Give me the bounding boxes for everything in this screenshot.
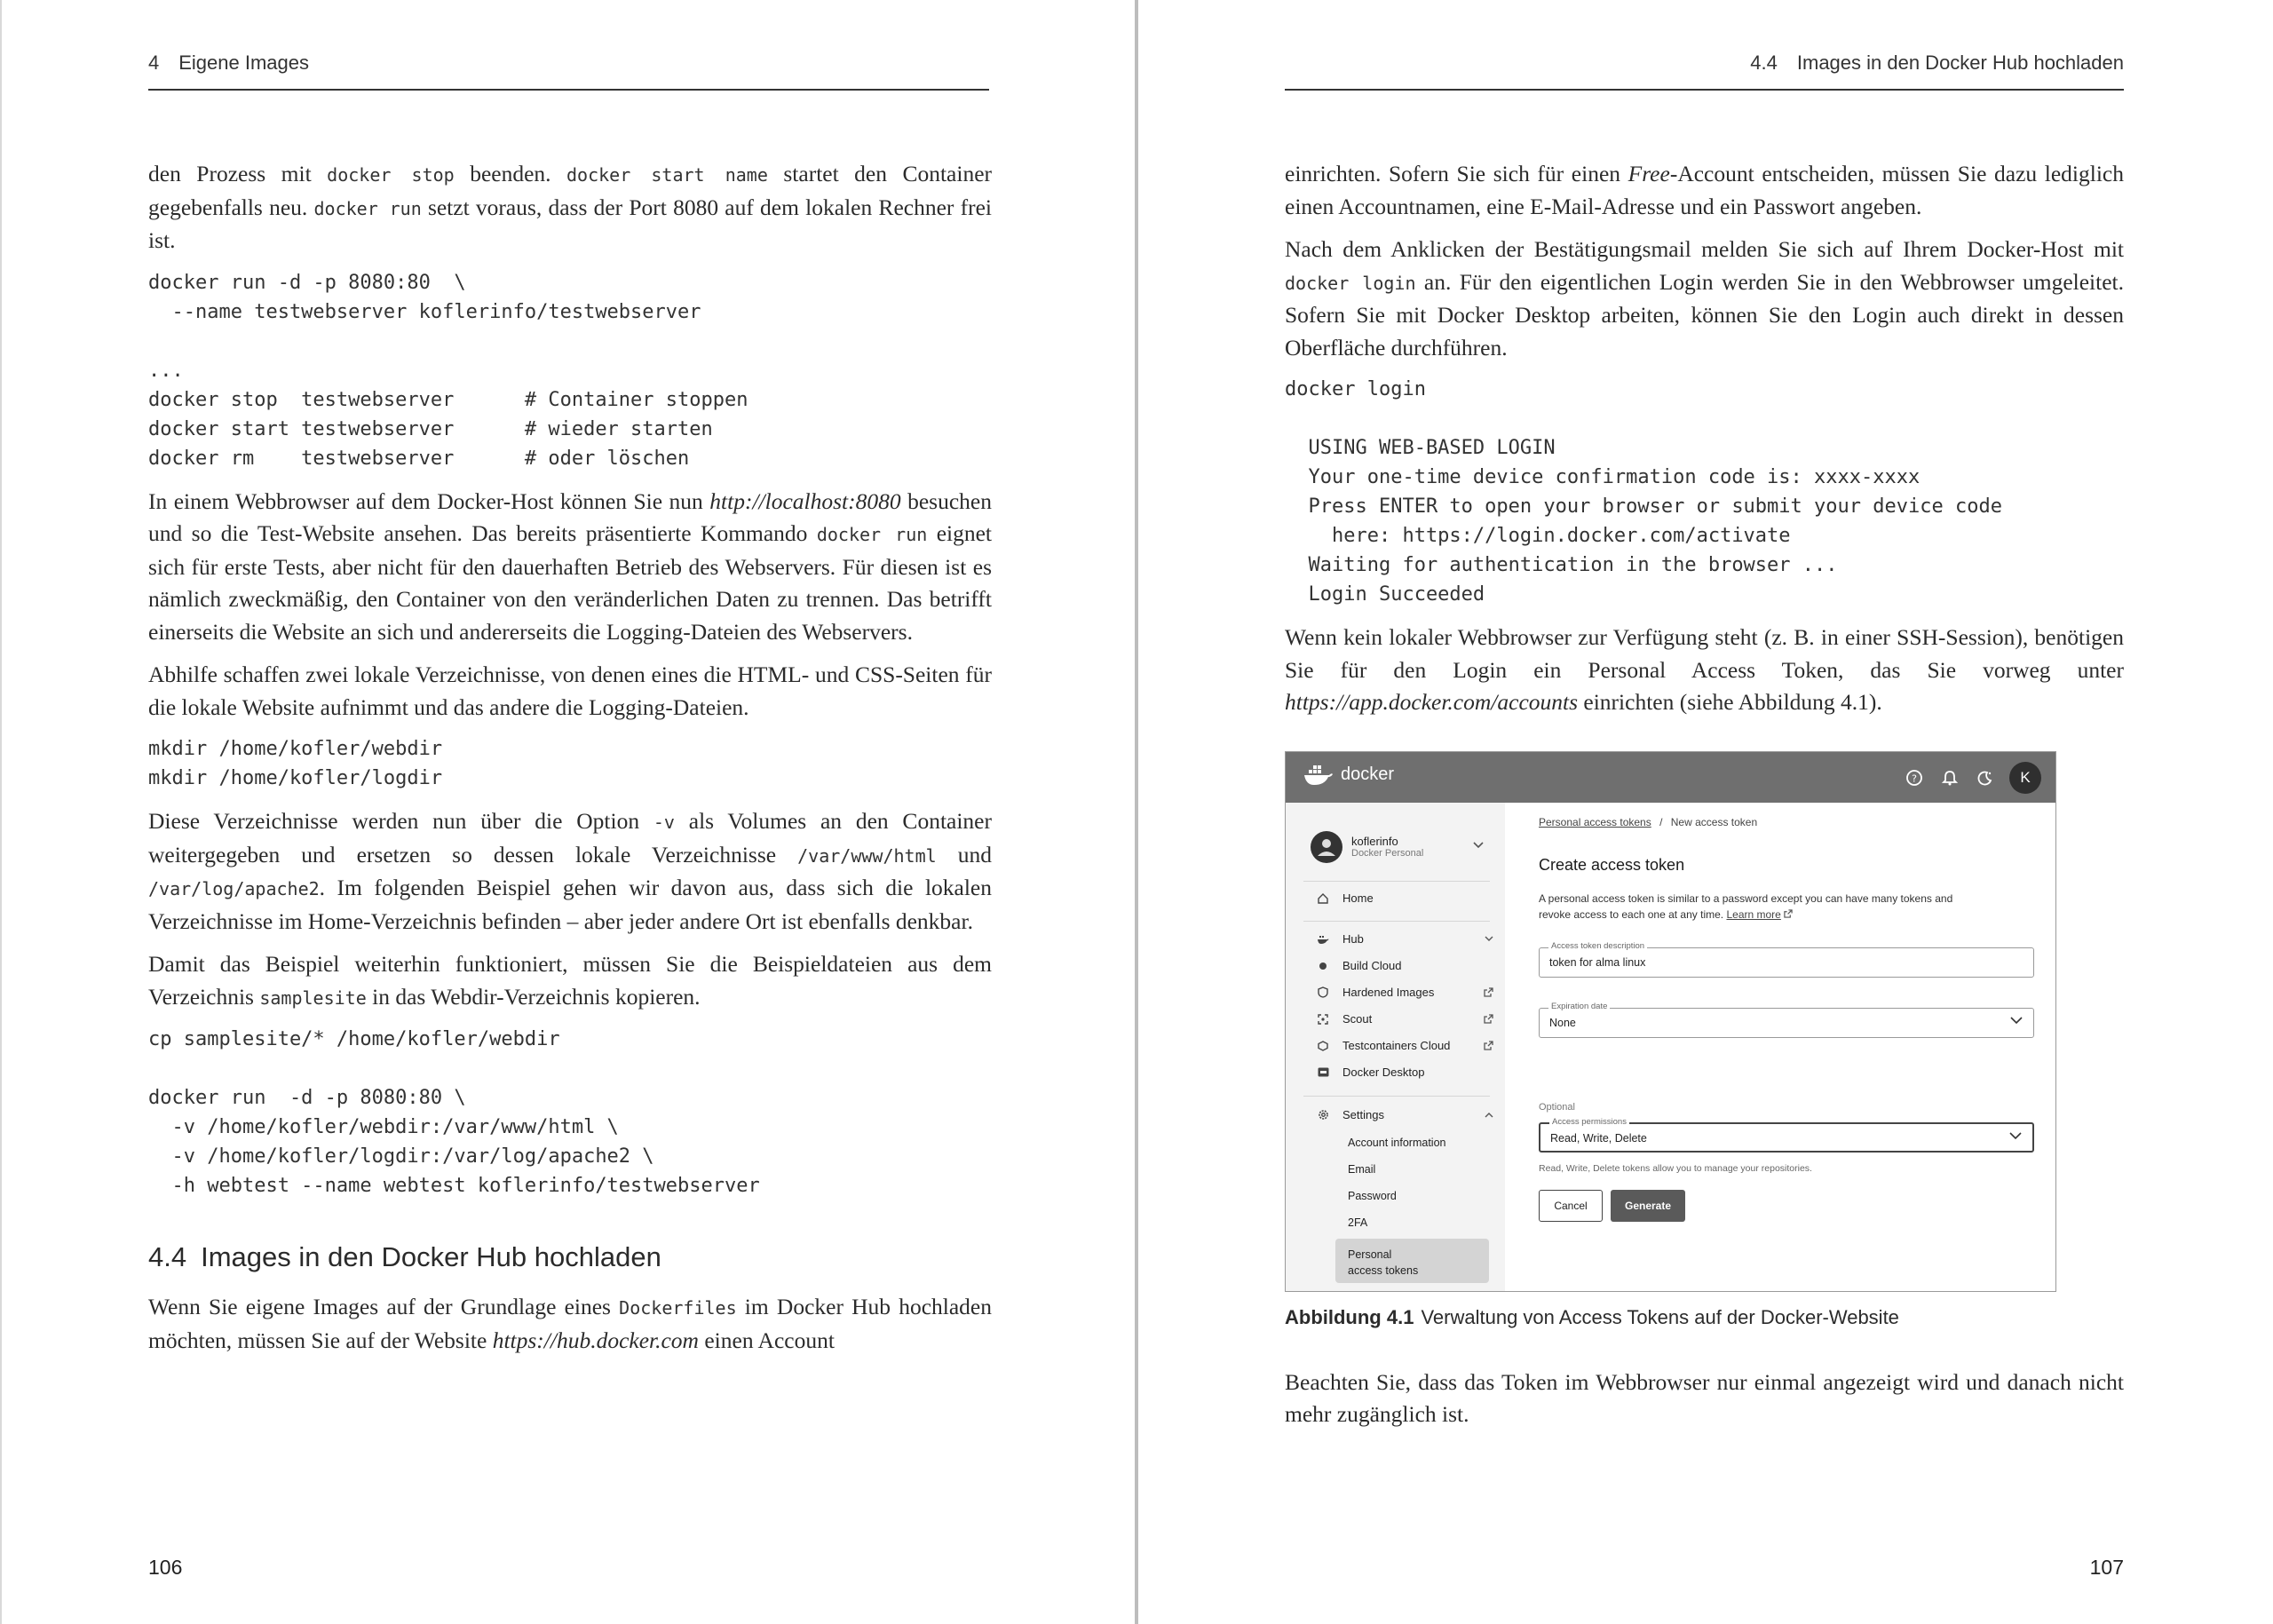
sidebar-item-docker-desktop[interactable] [1316, 1066, 1493, 1080]
paragraph: In einem Webbrowser auf dem Docker-Host können Sie nun http://localhost:8080 besuchen und so die Test-Website ansehen. Das bereits präsentierte Kommando docker run eignet sich für erste Tests, aber nicht für den dauerhaften Betrieb des Webservers. Für diesen ist es nämlich zweckmäßig, den Container von den veränderlichen Daten zu trennen. Das betrifft einerseits die Website an sich und andererseits die Logging-Dateien des Webservers. [148, 487, 993, 645]
inline-code: docker run [816, 524, 928, 545]
field-label: Expiration date [1548, 1002, 1610, 1011]
emphasis: Free [1628, 161, 1670, 186]
section-title: Images in den Docker Hub hochladen [201, 1241, 661, 1272]
settings-account-information[interactable]: Account information [1348, 1136, 1446, 1149]
paragraph: den Prozess mit docker stop beenden. docker start name startet den Container gegebenfalls neu. docker run setzt voraus, dass der Port 8080 auf dem lokalen Rechner frei ist. [148, 161, 993, 253]
docker-sidebar [1286, 803, 1505, 1291]
paragraph: Nach dem Anklicken der Bestätigungsmail melden Sie sich auf Ihrem Docker-Host mit docker login an. Für den eigentlichen Login werden Sie in den Webbrowser umgeleitet. Sofern Sie mit Docker Desktop arbeiten, können Sie den Login auch direkt in dessen Oberfläche durchführen. [1285, 236, 2125, 360]
inline-code: docker run [313, 197, 422, 219]
external-link-icon [1784, 909, 1793, 918]
topbar-icons [1903, 762, 2041, 794]
inline-code: docker stop [327, 164, 455, 186]
settings-email[interactable]: Email [1348, 1162, 1376, 1176]
docker-brand: docker [1341, 764, 1395, 784]
account-avatar [1311, 831, 1342, 863]
inline-code: /var/log/apache2 [148, 878, 320, 899]
field-label: Access token description [1548, 941, 1647, 951]
form-description: A personal access token is similar to a password except you can have many tokens and revoke access to each one at any time. Learn more [1539, 891, 1953, 921]
gear-icon [1316, 1108, 1330, 1122]
inline-code: /var/www/html [797, 844, 937, 867]
account-type: Docker Personal [1351, 848, 1424, 859]
paragraph: einrichten. Sofern Sie sich für einen Free-Account entscheiden, müssen Sie dazu lediglich einen Accountnamen, eine E-Mail-Adresse und ein Passwort angeben. [1285, 161, 2124, 219]
bell-icon[interactable] [1938, 766, 1961, 789]
chevron-down-icon [2009, 1132, 2022, 1140]
inline-code: samplesite [259, 986, 367, 1009]
theme-toggle-icon[interactable] [1974, 766, 1997, 789]
url-text: https://app.docker.com/accounts [1285, 689, 1579, 715]
code-block: mkdir /home/kofler/webdir mkdir /home/kofler/logdir [148, 738, 443, 789]
sidebar-item-testcontainers-cloud[interactable] [1316, 1039, 1493, 1053]
sidebar-item-label: Docker Desktop [1342, 1066, 1425, 1079]
access-permissions-select[interactable] [1539, 1116, 2034, 1153]
sidebar-item-label: Build Cloud [1342, 959, 1402, 972]
sidebar-item-label: Settings [1342, 1108, 1384, 1121]
permissions-hint: Read, Write, Delete tokens allow you to manage your repositories. [1539, 1162, 1812, 1174]
breadcrumb-current: New access token [1670, 815, 1758, 828]
account-name: koflerinfo [1351, 835, 1398, 848]
running-head-left [148, 51, 989, 91]
external-link-icon [1484, 1041, 1493, 1050]
svg-text:?: ? [1912, 772, 1917, 784]
cancel-button[interactable]: Cancel [1539, 1190, 1603, 1222]
right-page [1138, 0, 2273, 1624]
settings-password[interactable]: Password [1348, 1189, 1397, 1202]
sidebar-item-build-cloud[interactable] [1316, 959, 1493, 973]
account-switcher[interactable] [1311, 831, 1423, 863]
breadcrumb [1539, 816, 1757, 828]
external-link-icon [1484, 1014, 1493, 1024]
url-text: https://hub.docker.com [492, 1327, 699, 1353]
desktop-icon [1316, 1066, 1330, 1080]
expiration-date-select[interactable] [1539, 1001, 2034, 1038]
help-icon[interactable] [1903, 766, 1926, 789]
sidebar-item-label: Testcontainers Cloud [1342, 1039, 1451, 1052]
figure-screenshot [1285, 751, 2056, 1292]
sidebar-item-label: Scout [1342, 1012, 1373, 1026]
section-number: 4.4 [148, 1241, 187, 1272]
paragraph: Wenn kein lokaler Webbrowser zur Verfügung steht (z. B. in einer SSH-Session), benötigen Sie für den Login ein Personal Access Token, das Sie vorweg unter https://app.docker.com/accounts einrichten (siehe Abbildung 4.1). [1285, 624, 2124, 715]
right-content [1285, 158, 2124, 1442]
docker-main-panel [1505, 803, 2055, 1291]
docker-logo[interactable] [1303, 764, 1394, 786]
build-cloud-icon [1316, 959, 1330, 973]
chapter-number: 4 [148, 51, 160, 74]
inline-code: docker login [1285, 272, 1416, 294]
inline-code: Dockerfiles [619, 1297, 737, 1319]
chapter-title: Eigene Images [178, 51, 310, 74]
chevron-up-icon[interactable] [1485, 1112, 1493, 1118]
chevron-down-icon[interactable] [1485, 936, 1493, 942]
optional-label: Optional [1539, 1101, 1575, 1113]
figure-caption [1285, 1306, 2124, 1329]
breadcrumb-separator: / [1659, 815, 1663, 828]
scout-icon [1316, 1012, 1330, 1026]
code-block: cp samplesite/* /home/kofler/webdir docker run -d -p 8080:80 \ -v /home/kofler/webdir:/var/www/html \ -v /home/kofler/logdir:/var/log/apache2 \ -h webtest --name webtest koflerinfo/testwebserver [148, 1028, 760, 1197]
paragraph: Beachten Sie, dass das Token im Webbrowser nur einmal angezeigt wird und danach nicht mehr zugänglich ist. [1285, 1368, 2124, 1427]
settings-2fa[interactable]: 2FA [1348, 1216, 1368, 1229]
section-heading [148, 1241, 992, 1273]
sidebar-item-scout[interactable] [1316, 1012, 1493, 1026]
paragraph: Abhilfe schaffen zwei lokale Verzeichnisse, von denen eines die HTML- und CSS-Seiten für die lokale Website aufnimmt und das andere die Logging-Dateien. [148, 661, 992, 720]
caption-text: Verwaltung von Access Tokens auf der Docker-Website [1421, 1305, 1899, 1328]
hexagon-icon [1316, 1039, 1330, 1053]
sidebar-item-hub[interactable] [1316, 932, 1493, 947]
token-description-input[interactable] [1539, 940, 2034, 978]
sidebar-item-label: Hub [1342, 932, 1364, 946]
field-label: Access permissions [1549, 1117, 1629, 1127]
url-text: http://localhost:8080 [709, 487, 901, 514]
caption-label: Abbildung 4.1 [1285, 1305, 1414, 1328]
inline-code: docker start name [566, 164, 768, 186]
page-number-right: 107 [2089, 1556, 2124, 1579]
inline-code: -v [653, 812, 675, 833]
docker-topbar [1286, 752, 2055, 803]
code-block: docker run -d -p 8080:80 \ --name testwebserver koflerinfo/testwebserver ... docker stop testwebserver # Container stoppen docker start testwebserver # wieder starten docker rm testwebserver # oder löschen [148, 271, 748, 470]
form-title: Create access token [1539, 855, 1685, 874]
left-page [0, 0, 1135, 1624]
paragraph: Diese Verzeichnisse werden nun über die Option -v als Volumes an den Container weitergegeben und ersetzen so dessen lokale Verzeichnisse /var/www/html und /var/log/apache2. Im folgenden Beispiel gehen wir davon aus, dass sich die lokalen Verzeichnisse im Home-Verzeichnis befinden – aber jeder andere Ort ist ebenfalls denkbar. [148, 808, 993, 934]
generate-button[interactable]: Generate [1611, 1190, 1685, 1222]
section-number: 4.4 [1750, 51, 1778, 74]
divider [1303, 1096, 1490, 1097]
shield-icon [1316, 986, 1330, 1000]
sidebar-item-label: Home [1342, 891, 1374, 905]
home-icon [1316, 891, 1330, 906]
hub-whale-icon [1316, 932, 1330, 947]
external-link-icon [1484, 987, 1493, 997]
breadcrumb-link[interactable]: Personal access tokens [1539, 815, 1651, 828]
field-value: Read, Write, Delete [1550, 1131, 1647, 1145]
sidebar-selected-label: Personal access tokens [1348, 1248, 1419, 1277]
sidebar-item-hardened-images[interactable] [1316, 986, 1493, 1000]
sidebar-item-home[interactable] [1316, 891, 1493, 906]
divider [1303, 921, 1490, 922]
sidebar-item-label: Hardened Images [1342, 986, 1435, 999]
code-block: docker login USING WEB-BASED LOGIN Your one-time device confirmation code is: xxxx-xxxx Press ENTER to open your browser or submit your device code here: https://login.docker.com/activate Waiting for authentication in the browser ... Login Succeeded [1285, 378, 2002, 606]
page-number-left: 106 [148, 1556, 183, 1579]
chevron-down-icon[interactable] [1473, 842, 1484, 849]
user-avatar[interactable]: K [2009, 762, 2041, 794]
field-value: None [1549, 1016, 1576, 1029]
left-content [148, 158, 992, 1367]
divider [1303, 881, 1490, 882]
paragraph: Wenn Sie eigene Images auf der Grundlage eines Dockerfiles im Docker Hub hochladen möchten, müssen Sie auf der Website https://hub.docker.com einen Account [148, 1294, 993, 1353]
learn-more-link[interactable]: Learn more [1726, 907, 1781, 921]
field-value: token for alma linux [1549, 955, 1646, 969]
section-title: Images in den Docker Hub hochladen [1796, 51, 2124, 74]
sidebar-item-settings[interactable] [1316, 1108, 1493, 1122]
chevron-down-icon [2010, 1017, 2023, 1025]
paragraph: Damit das Beispiel weiterhin funktioniert, müssen Sie die Beispieldateien aus dem Verzeichnis samplesite in das Webdir-Verzeichnis kopieren. [148, 951, 992, 1010]
docker-whale-icon [1303, 764, 1334, 786]
running-head-right [1285, 51, 2124, 91]
